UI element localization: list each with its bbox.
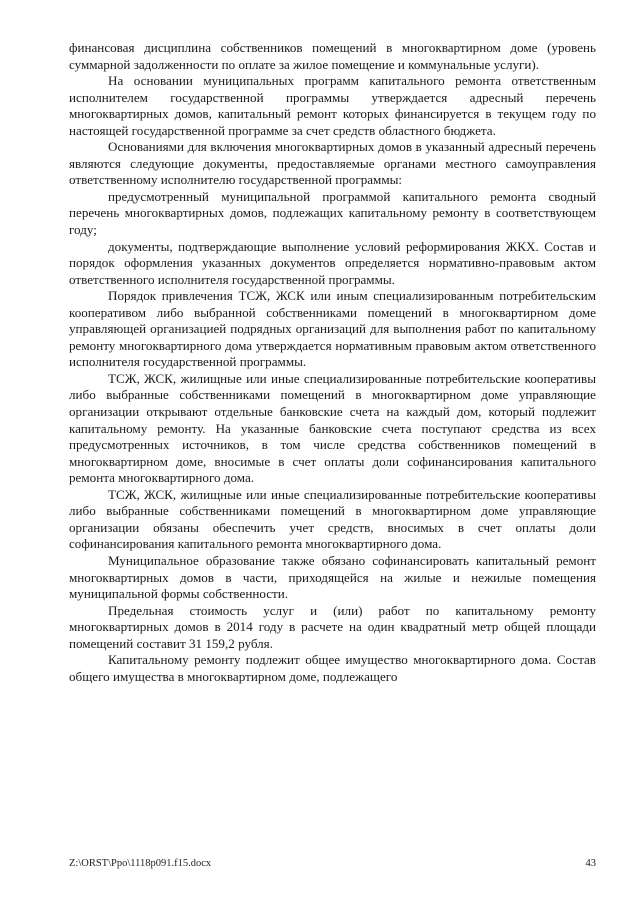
page-number: 43 [585, 858, 596, 869]
footer-file-path: Z:\ORST\Ppo\1118p091.f15.docx [69, 858, 212, 869]
paragraph-11: Капитальному ремонту подлежит общее имущество многоквартирного дома. Состав общего имущества в многоквартирном доме, подлежащего [69, 652, 596, 684]
paragraph-6: Порядок привлечения ТСЖ, ЖСК или иным специализированным потребительским кооперативом либо выбранной собственниками помещений в многоквартирном доме управляющей организацией подрядных организаций для выполнения работ по капитальному ремонту многоквартирного дома утверждается нормативным правовым актом ответственного исполнителя государственной программы. [69, 288, 596, 370]
paragraph-9: Муниципальное образование также обязано софинансировать капитальный ремонт многоквартирных домов в части, приходящейся на жилые и нежилые помещения муниципальной формы собственности. [69, 552, 596, 602]
paragraph-7: ТСЖ, ЖСК, жилищные или иные специализированные потребительские кооперативы либо выбранные собственниками помещений в многоквартирном доме управляющие организации открывают отдельные банковские счета на каждый дом, который подлежит капитальному ремонту. На указанные банковские счета поступают средства из всех предусмотренных источников, в том числе средства собственников помещений в многоквартирном доме, вносимые в счет оплаты доли софинансирования капитального ремонта многоквартирного дома. [69, 370, 596, 486]
document-body [69, 40, 596, 685]
paragraph-5: документы, подтверждающие выполнение условий реформирования ЖКХ. Состав и порядок оформления указанных документов определяется нормативно-правовым актом ответственного исполнителя государственной программы. [69, 238, 596, 287]
paragraph-4: предусмотренный муниципальной программой капитального ремонта сводный перечень многоквартирных домов, подлежащих капитальному ремонту в соответствующем году; [69, 188, 596, 238]
paragraph-8: ТСЖ, ЖСК, жилищные или иные специализированные потребительские кооперативы либо выбранные собственниками помещений в многоквартирном доме управляющие организации обязаны обеспечить учет средств, вносимых в счет оплаты доли софинансирования капитального ремонта многоквартирного дома. [69, 486, 596, 552]
paragraph-1: финансовая дисциплина собственников помещений в многоквартирном доме (уровень суммарной задолженности по оплате за жилое помещение и коммунальные услуги). [69, 40, 596, 72]
paragraph-3: Основаниями для включения многоквартирных домов в указанный адресный перечень являются следующие документы, предоставляемые органами местного самоуправления ответственному исполнителю государственной программы: [69, 139, 596, 188]
paragraph-10: Предельная стоимость услуг и (или) работ по капитальному ремонту многоквартирных домов в 2014 году в расчете на один квадратный метр общей площади помещений составит 31 159,2 рубля. [69, 602, 596, 651]
paragraph-2: На основании муниципальных программ капитального ремонта ответственным исполнителем государственной программы утверждается адресный перечень многоквартирных домов, капитальный ремонт которых финансируется в текущем году по настоящей государственной программе за счет средств областного бюджета. [69, 73, 596, 138]
